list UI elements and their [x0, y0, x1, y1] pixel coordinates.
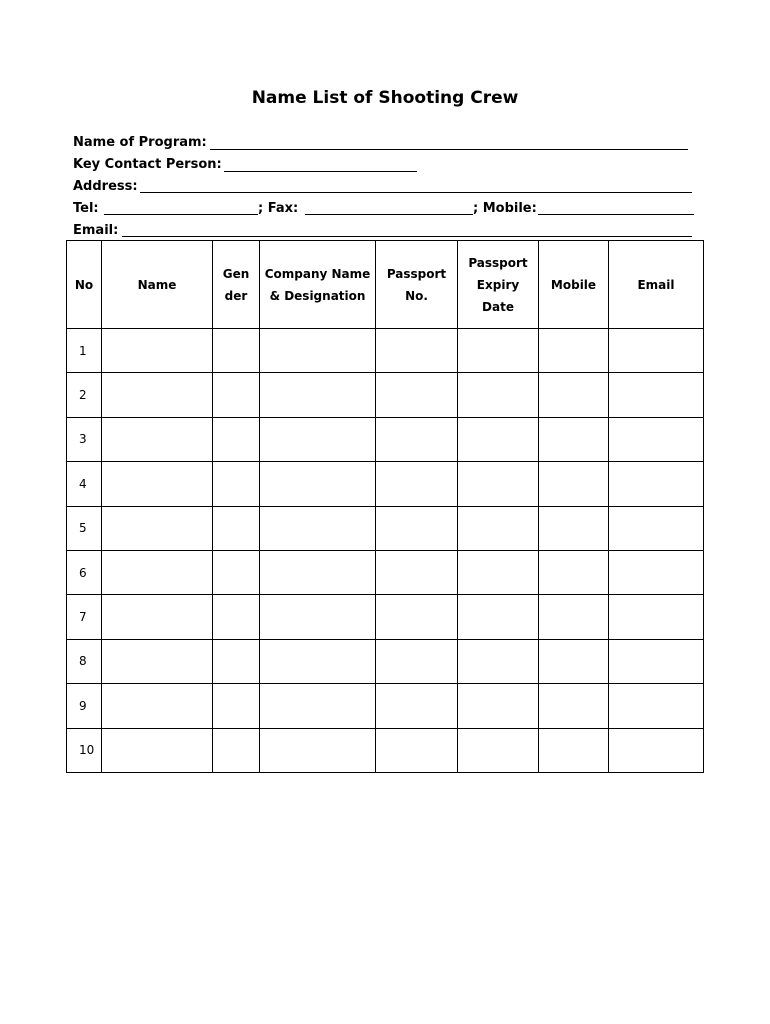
header-gender-text: Gen	[222, 266, 250, 281]
table-header-row	[67, 241, 704, 329]
header-name	[102, 241, 213, 329]
mobile-cell[interactable]	[539, 417, 609, 461]
fax-input-line[interactable]	[305, 214, 473, 215]
header-gender	[213, 241, 260, 329]
email-cell[interactable]	[609, 329, 704, 373]
mobile-cell[interactable]	[539, 462, 609, 506]
crew-table	[66, 240, 704, 773]
address-input-line[interactable]	[140, 192, 692, 193]
passport-no-cell[interactable]	[376, 329, 458, 373]
header-company-designation	[260, 241, 376, 329]
passport-expiry-cell[interactable]	[458, 728, 539, 772]
contact-input-line[interactable]	[224, 171, 417, 172]
header-no-text: No	[74, 277, 94, 292]
mobile-cell[interactable]	[539, 550, 609, 594]
name-cell[interactable]	[102, 506, 213, 550]
gender-cell[interactable]	[213, 595, 260, 639]
gender-cell[interactable]	[213, 639, 260, 683]
passport-expiry-cell[interactable]	[458, 684, 539, 728]
gender-cell[interactable]	[213, 373, 260, 417]
row-number: 3	[67, 417, 102, 461]
name-cell[interactable]	[102, 595, 213, 639]
table-row	[67, 550, 704, 594]
header-company-designation-text: & Designation	[269, 288, 366, 303]
header-no	[67, 241, 102, 329]
passport-expiry-cell[interactable]	[458, 373, 539, 417]
company-designation-cell[interactable]	[260, 373, 376, 417]
passport-expiry-cell[interactable]	[458, 639, 539, 683]
header-passport-expiry-text: Passport	[468, 255, 528, 270]
name-cell[interactable]	[102, 684, 213, 728]
name-cell[interactable]	[102, 728, 213, 772]
table-row	[67, 462, 704, 506]
company-designation-cell[interactable]	[260, 728, 376, 772]
passport-no-cell[interactable]	[376, 417, 458, 461]
header-passport-no-text: Passport	[386, 266, 447, 281]
email-cell[interactable]	[609, 550, 704, 594]
email-cell[interactable]	[609, 595, 704, 639]
header-passport-no	[376, 241, 458, 329]
fax-label: ; Fax:	[258, 201, 299, 216]
company-designation-cell[interactable]	[260, 550, 376, 594]
email-cell[interactable]	[609, 728, 704, 772]
email-input-line[interactable]	[122, 236, 692, 237]
email-cell[interactable]	[609, 684, 704, 728]
gender-cell[interactable]	[213, 417, 260, 461]
passport-expiry-cell[interactable]	[458, 462, 539, 506]
email-cell[interactable]	[609, 639, 704, 683]
contact-label: Key Contact Person:	[73, 157, 222, 172]
mobile-cell[interactable]	[539, 329, 609, 373]
company-designation-cell[interactable]	[260, 684, 376, 728]
table-row	[67, 329, 704, 373]
page-title: Name List of Shooting Crew	[251, 88, 519, 108]
name-cell[interactable]	[102, 329, 213, 373]
mobile-cell[interactable]	[539, 595, 609, 639]
passport-no-cell[interactable]	[376, 550, 458, 594]
table-row	[67, 506, 704, 550]
row-number: 10	[67, 728, 102, 772]
company-designation-cell[interactable]	[260, 329, 376, 373]
passport-no-cell[interactable]	[376, 728, 458, 772]
company-designation-cell[interactable]	[260, 595, 376, 639]
header-email-text: Email	[637, 277, 675, 292]
row-number: 4	[67, 462, 102, 506]
passport-no-cell[interactable]	[376, 595, 458, 639]
passport-expiry-cell[interactable]	[458, 595, 539, 639]
row-number: 2	[67, 373, 102, 417]
passport-no-cell[interactable]	[376, 639, 458, 683]
header-passport-no-text: No.	[405, 288, 428, 303]
table-row	[67, 728, 704, 772]
name-cell[interactable]	[102, 639, 213, 683]
mobile-input-line[interactable]	[538, 214, 694, 215]
company-designation-cell[interactable]	[260, 417, 376, 461]
gender-cell[interactable]	[213, 728, 260, 772]
gender-cell[interactable]	[213, 462, 260, 506]
table-row	[67, 373, 704, 417]
passport-expiry-cell[interactable]	[458, 506, 539, 550]
passport-no-cell[interactable]	[376, 684, 458, 728]
gender-cell[interactable]	[213, 550, 260, 594]
passport-expiry-cell[interactable]	[458, 550, 539, 594]
row-number: 1	[67, 329, 102, 373]
row-number: 9	[67, 684, 102, 728]
table-row	[67, 595, 704, 639]
header-mobile	[539, 241, 609, 329]
header-company-designation-text: Company Name	[264, 266, 371, 281]
passport-no-cell[interactable]	[376, 506, 458, 550]
gender-cell[interactable]	[213, 506, 260, 550]
passport-expiry-cell[interactable]	[458, 417, 539, 461]
passport-no-cell[interactable]	[376, 462, 458, 506]
company-designation-cell[interactable]	[260, 639, 376, 683]
tel-label: Tel:	[73, 201, 99, 216]
header-mobile-text: Mobile	[550, 277, 597, 292]
name-cell[interactable]	[102, 550, 213, 594]
row-number: 5	[67, 506, 102, 550]
company-designation-cell[interactable]	[260, 506, 376, 550]
email-label: Email:	[73, 223, 119, 238]
mobile-cell[interactable]	[539, 639, 609, 683]
program-input-line[interactable]	[210, 149, 688, 150]
row-number: 8	[67, 639, 102, 683]
email-cell[interactable]	[609, 373, 704, 417]
header-name-text: Name	[137, 277, 177, 292]
header-passport-expiry-text: Expiry	[476, 277, 520, 292]
mobile-cell[interactable]	[539, 684, 609, 728]
email-cell[interactable]	[609, 506, 704, 550]
mobile-cell[interactable]	[539, 373, 609, 417]
row-number: 6	[67, 550, 102, 594]
mobile-cell[interactable]	[539, 728, 609, 772]
header-passport-expiry-text: Date	[482, 299, 514, 314]
company-designation-cell[interactable]	[260, 462, 376, 506]
table-row	[67, 639, 704, 683]
mobile-cell[interactable]	[539, 506, 609, 550]
name-cell[interactable]	[102, 373, 213, 417]
header-email	[609, 241, 704, 329]
gender-cell[interactable]	[213, 684, 260, 728]
passport-expiry-cell[interactable]	[458, 329, 539, 373]
address-label: Address:	[73, 179, 138, 194]
row-number: 7	[67, 595, 102, 639]
passport-no-cell[interactable]	[376, 373, 458, 417]
tel-input-line[interactable]	[104, 214, 258, 215]
header-gender-text: der	[224, 288, 248, 303]
table-row	[67, 684, 704, 728]
gender-cell[interactable]	[213, 329, 260, 373]
email-cell[interactable]	[609, 462, 704, 506]
table-row	[67, 417, 704, 461]
name-cell[interactable]	[102, 417, 213, 461]
name-cell[interactable]	[102, 462, 213, 506]
email-cell[interactable]	[609, 417, 704, 461]
program-label: Name of Program:	[73, 135, 207, 150]
header-passport-expiry	[458, 241, 539, 329]
mobile-label: ; Mobile:	[473, 201, 537, 216]
